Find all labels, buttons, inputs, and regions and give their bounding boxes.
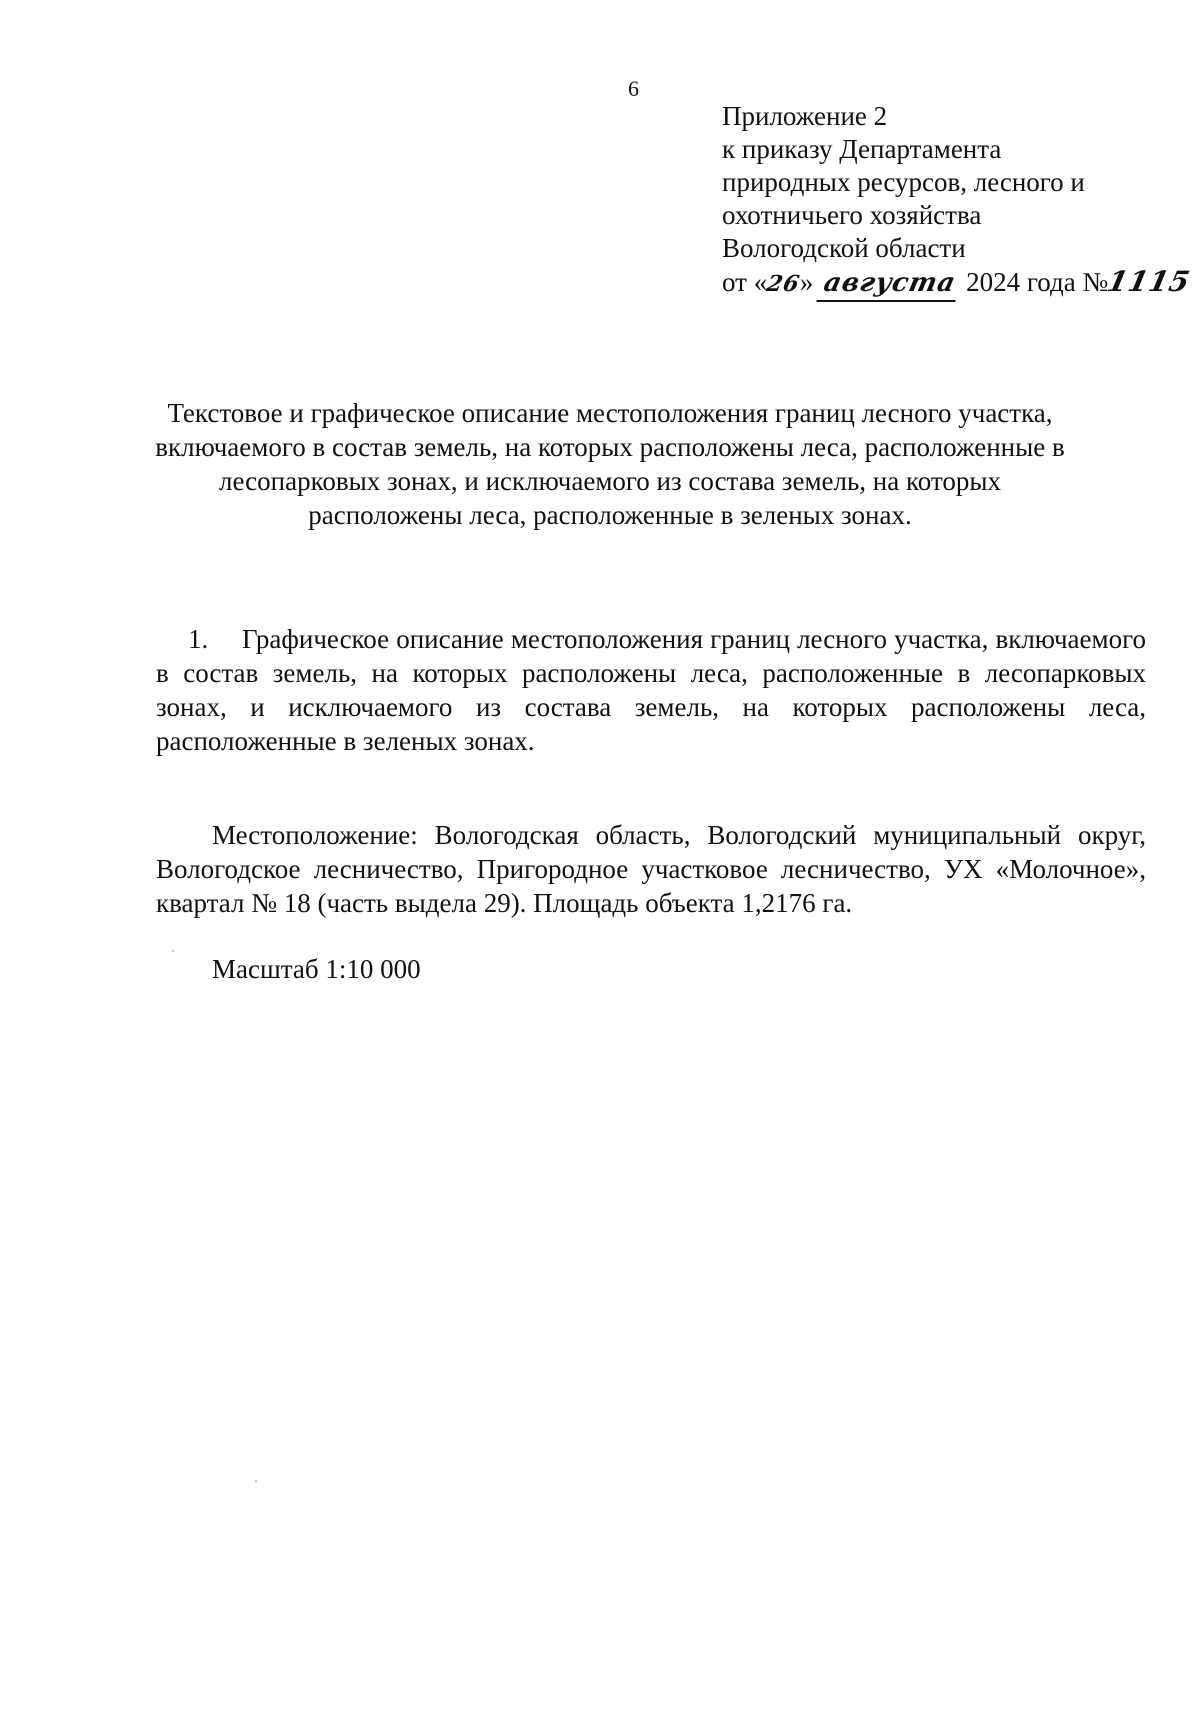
date-prefix: от « — [722, 267, 768, 297]
approval-line-region: Вологодской области — [722, 233, 966, 263]
handwritten-order-number: 1115 — [1104, 265, 1194, 298]
scan-speck — [255, 1480, 257, 1482]
scan-speck — [172, 950, 174, 952]
location-paragraph: Местоположение: Вологодская область, Вологодский муниципальный округ, Вологодское лесничество, Пригородное участковое лесничество, УХ «Молочное», квартал № 18 (часть выдела 29). Площадь объекта 1,2176 га. — [156, 820, 1146, 918]
page-number: 6 — [628, 76, 639, 101]
section-1-text: Графическое описание местоположения границ лесного участка, включаемого в состав земель, на которых расположены леса, расположенные в лесопарковых зонах, и исключаемого из состава земель, на которых расположены леса, расположенные в зеленых зонах. — [156, 624, 1146, 756]
date-year-text: 2024 года № — [966, 267, 1109, 297]
document-heading: Текстовое и графическое описание местоположения границ лесного участка, включаемого в состав земель, на которых расположены леса, расположенные в лесопарковых зонах, и исключаемого из состава земель, на которых расположены леса, расположенные в зеленых зонах. — [155, 398, 1065, 530]
handwritten-day: 26 — [764, 271, 803, 297]
approval-block — [722, 100, 1194, 302]
date-day-close: » — [799, 267, 814, 297]
section-number: 1. — [188, 624, 209, 654]
handwritten-month: августа — [816, 267, 963, 302]
scale-line: Масштаб 1:10 000 — [212, 954, 421, 984]
approval-line-department: природных ресурсов, лесного и — [722, 167, 1085, 197]
appendix-title: Приложение 2 — [722, 101, 888, 131]
section-1-paragraph — [156, 622, 1146, 758]
approval-date-line — [722, 265, 1194, 302]
approval-line-hunting: охотничьего хозяйства — [722, 200, 982, 230]
approval-line-order: к приказу Департамента — [722, 134, 1002, 164]
